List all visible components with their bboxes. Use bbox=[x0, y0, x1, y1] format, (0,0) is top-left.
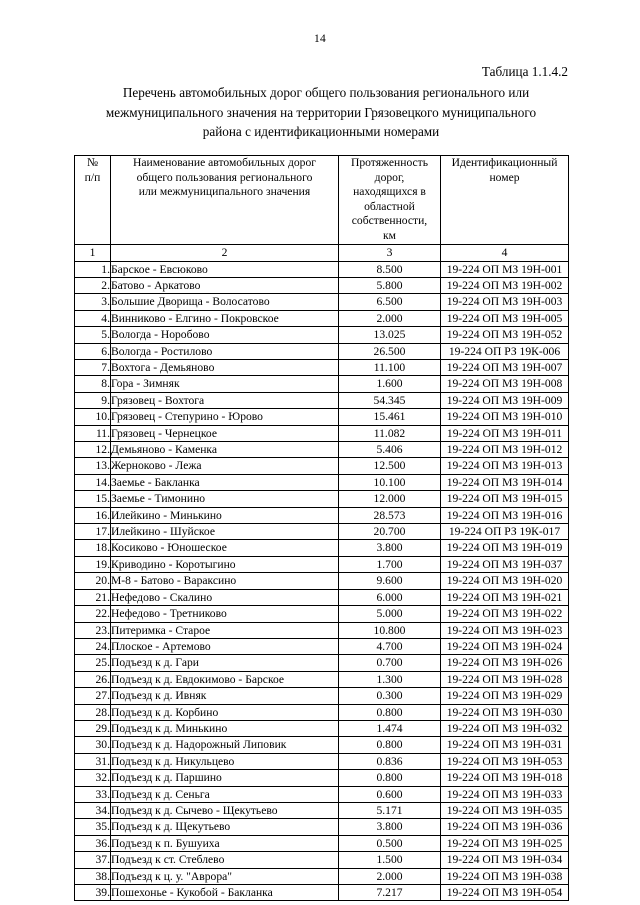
table-row bbox=[75, 524, 569, 540]
row-number: 34. bbox=[75, 802, 111, 818]
roads-table bbox=[74, 155, 569, 901]
row-number: 36. bbox=[75, 835, 111, 851]
road-length-km: 11.100 bbox=[339, 360, 441, 376]
road-identifier: 19-224 ОП МЗ 19Н-021 bbox=[441, 589, 569, 605]
road-length-km: 0.800 bbox=[339, 770, 441, 786]
road-identifier: 19-224 ОП МЗ 19Н-037 bbox=[441, 556, 569, 572]
road-name: Илейкино - Шуйское bbox=[111, 524, 339, 540]
table-row bbox=[75, 638, 569, 654]
road-length-km: 3.800 bbox=[339, 540, 441, 556]
road-name: Подъезд к д. Минькино bbox=[111, 720, 339, 736]
road-name: Вологда - Норобово bbox=[111, 327, 339, 343]
column-number-row bbox=[75, 244, 569, 261]
title-line-2: межмуниципального значения на территории Грязовецкого муниципального bbox=[105, 104, 537, 120]
road-identifier: 19-224 ОП МЗ 19Н-034 bbox=[441, 852, 569, 868]
road-identifier: 19-224 ОП МЗ 19Н-007 bbox=[441, 360, 569, 376]
road-name: Заемье - Тимонино bbox=[111, 491, 339, 507]
road-identifier: 19-224 ОП МЗ 19Н-053 bbox=[441, 753, 569, 769]
road-identifier: 19-224 ОП МЗ 19Н-014 bbox=[441, 474, 569, 490]
table-row bbox=[75, 622, 569, 638]
road-length-km: 1.474 bbox=[339, 720, 441, 736]
road-identifier: 19-224 ОП МЗ 19Н-029 bbox=[441, 688, 569, 704]
table-row bbox=[75, 852, 569, 868]
road-length-km: 5.000 bbox=[339, 606, 441, 622]
table-row bbox=[75, 261, 569, 277]
road-name: Подъезд к д. Сеньга bbox=[111, 786, 339, 802]
row-number: 17. bbox=[75, 524, 111, 540]
row-number: 31. bbox=[75, 753, 111, 769]
row-number: 22. bbox=[75, 606, 111, 622]
road-name: Вохтога - Демьяново bbox=[111, 360, 339, 376]
road-length-km: 26.500 bbox=[339, 343, 441, 359]
row-number: 2. bbox=[75, 277, 111, 293]
road-length-km: 0.800 bbox=[339, 737, 441, 753]
row-number: 16. bbox=[75, 507, 111, 523]
road-length-km: 12.000 bbox=[339, 491, 441, 507]
column-header-number bbox=[75, 156, 111, 245]
column-number-3: 3 bbox=[339, 244, 441, 261]
column-header-number-line-2: п/п bbox=[84, 170, 101, 184]
road-name: Подъезд к ст. Стеблево bbox=[111, 852, 339, 868]
road-name: М-8 - Батово - Вараксино bbox=[111, 573, 339, 589]
road-name: Заемье - Бакланка bbox=[111, 474, 339, 490]
row-number: 24. bbox=[75, 638, 111, 654]
row-number: 28. bbox=[75, 704, 111, 720]
table-header-row bbox=[75, 156, 569, 245]
road-length-km: 0.800 bbox=[339, 704, 441, 720]
road-identifier: 19-224 ОП РЗ 19К-017 bbox=[441, 524, 569, 540]
table-row bbox=[75, 802, 569, 818]
table-caption: Таблица 1.1.4.2 bbox=[481, 64, 568, 79]
road-name: Батово - Аркатово bbox=[111, 277, 339, 293]
road-length-km: 11.082 bbox=[339, 425, 441, 441]
road-name: Гора - Зимняк bbox=[111, 376, 339, 392]
row-number: 23. bbox=[75, 622, 111, 638]
column-header-length-line-1: Протяженность bbox=[350, 156, 429, 169]
column-header-identifier bbox=[441, 156, 569, 245]
road-name: Подъезд к п. Бушуиха bbox=[111, 835, 339, 851]
road-identifier: 19-224 ОП МЗ 19Н-008 bbox=[441, 376, 569, 392]
road-identifier: 19-224 ОП МЗ 19Н-030 bbox=[441, 704, 569, 720]
table-row bbox=[75, 655, 569, 671]
column-header-name-line-1: Наименование автомобильных дорог bbox=[133, 156, 316, 169]
road-identifier: 19-224 ОП МЗ 19Н-011 bbox=[441, 425, 569, 441]
road-length-km: 2.000 bbox=[339, 310, 441, 326]
road-length-km: 0.600 bbox=[339, 786, 441, 802]
table-row bbox=[75, 868, 569, 884]
table-row bbox=[75, 310, 569, 326]
table-row bbox=[75, 392, 569, 408]
row-number: 27. bbox=[75, 688, 111, 704]
table-row bbox=[75, 442, 569, 458]
road-identifier: 19-224 ОП МЗ 19Н-054 bbox=[441, 885, 569, 901]
road-length-km: 0.300 bbox=[339, 688, 441, 704]
row-number: 7. bbox=[75, 360, 111, 376]
row-number: 39. bbox=[75, 885, 111, 901]
road-name: Грязовец - Чернецкое bbox=[111, 425, 339, 441]
table-row bbox=[75, 671, 569, 687]
road-length-km: 6.500 bbox=[339, 294, 441, 310]
road-length-km: 54.345 bbox=[339, 392, 441, 408]
table-row bbox=[75, 720, 569, 736]
row-number: 37. bbox=[75, 852, 111, 868]
row-number: 8. bbox=[75, 376, 111, 392]
road-length-km: 3.800 bbox=[339, 819, 441, 835]
table-row bbox=[75, 458, 569, 474]
table-row bbox=[75, 835, 569, 851]
row-number: 38. bbox=[75, 868, 111, 884]
table-row bbox=[75, 606, 569, 622]
road-length-km: 1.300 bbox=[339, 671, 441, 687]
road-length-km: 1.700 bbox=[339, 556, 441, 572]
road-name: Подъезд к д. Паршино bbox=[111, 770, 339, 786]
road-length-km: 7.217 bbox=[339, 885, 441, 901]
row-number: 33. bbox=[75, 786, 111, 802]
column-header-number-line-1: № bbox=[86, 156, 99, 169]
table-row bbox=[75, 688, 569, 704]
table-body bbox=[75, 261, 569, 901]
road-length-km: 1.500 bbox=[339, 852, 441, 868]
road-name: Нефедово - Третниково bbox=[111, 606, 339, 622]
column-header-name-line-3: или межмуниципального значения bbox=[138, 185, 311, 199]
row-number: 15. bbox=[75, 491, 111, 507]
road-name: Вологда - Ростилово bbox=[111, 343, 339, 359]
road-name: Подъезд к ц. у. "Аврора" bbox=[111, 868, 339, 884]
table-row bbox=[75, 786, 569, 802]
road-name: Плоское - Артемово bbox=[111, 638, 339, 654]
row-number: 12. bbox=[75, 442, 111, 458]
road-identifier: 19-224 ОП МЗ 19Н-003 bbox=[441, 294, 569, 310]
row-number: 30. bbox=[75, 737, 111, 753]
road-identifier: 19-224 ОП МЗ 19Н-005 bbox=[441, 310, 569, 326]
table-row bbox=[75, 885, 569, 901]
column-number-4: 4 bbox=[441, 244, 569, 261]
row-number: 29. bbox=[75, 720, 111, 736]
road-length-km: 8.500 bbox=[339, 261, 441, 277]
road-identifier: 19-224 ОП МЗ 19Н-020 bbox=[441, 573, 569, 589]
road-length-km: 12.500 bbox=[339, 458, 441, 474]
road-name: Подъезд к д. Щекутьево bbox=[111, 819, 339, 835]
road-length-km: 4.700 bbox=[339, 638, 441, 654]
road-length-km: 13.025 bbox=[339, 327, 441, 343]
table-row bbox=[75, 343, 569, 359]
road-identifier: 19-224 ОП МЗ 19Н-009 bbox=[441, 392, 569, 408]
row-number: 13. bbox=[75, 458, 111, 474]
road-name: Подъезд к д. Сычево - Щекутьево bbox=[111, 802, 339, 818]
table-row bbox=[75, 540, 569, 556]
road-name: Большие Дворища - Волосатово bbox=[111, 294, 339, 310]
column-header-length bbox=[339, 156, 441, 245]
road-length-km: 15.461 bbox=[339, 409, 441, 425]
road-name: Грязовец - Степурино - Юрово bbox=[111, 409, 339, 425]
row-number: 1. bbox=[75, 261, 111, 277]
road-name: Подъезд к д. Евдокимово - Барское bbox=[111, 671, 339, 687]
table-row bbox=[75, 704, 569, 720]
row-number: 6. bbox=[75, 343, 111, 359]
road-identifier: 19-224 ОП МЗ 19Н-036 bbox=[441, 819, 569, 835]
road-length-km: 5.171 bbox=[339, 802, 441, 818]
road-length-km: 0.836 bbox=[339, 753, 441, 769]
road-length-km: 10.800 bbox=[339, 622, 441, 638]
column-header-identifier-line-1: Идентификационный bbox=[451, 156, 558, 169]
road-length-km: 9.600 bbox=[339, 573, 441, 589]
road-identifier: 19-224 ОП МЗ 19Н-032 bbox=[441, 720, 569, 736]
table-row bbox=[75, 425, 569, 441]
road-length-km: 6.000 bbox=[339, 589, 441, 605]
table-row bbox=[75, 376, 569, 392]
row-number: 35. bbox=[75, 819, 111, 835]
road-identifier: 19-224 ОП МЗ 19Н-013 bbox=[441, 458, 569, 474]
column-header-length-line-2: дорог, bbox=[374, 170, 405, 184]
road-name: Илейкино - Минькино bbox=[111, 507, 339, 523]
table-row bbox=[75, 819, 569, 835]
row-number: 25. bbox=[75, 655, 111, 671]
table-row bbox=[75, 753, 569, 769]
road-name: Подъезд к д. Гари bbox=[111, 655, 339, 671]
table-row bbox=[75, 360, 569, 376]
road-name: Подъезд к д. Ивняк bbox=[111, 688, 339, 704]
row-number: 20. bbox=[75, 573, 111, 589]
road-identifier: 19-224 ОП МЗ 19Н-026 bbox=[441, 655, 569, 671]
table-row bbox=[75, 474, 569, 490]
road-name: Демьяново - Каменка bbox=[111, 442, 339, 458]
row-number: 14. bbox=[75, 474, 111, 490]
row-number: 10. bbox=[75, 409, 111, 425]
row-number: 19. bbox=[75, 556, 111, 572]
table-row bbox=[75, 491, 569, 507]
table-row bbox=[75, 277, 569, 293]
road-identifier: 19-224 ОП РЗ 19К-006 bbox=[441, 343, 569, 359]
column-header-name-line-2: общего пользования регионального bbox=[136, 170, 313, 184]
road-length-km: 28.573 bbox=[339, 507, 441, 523]
table-row bbox=[75, 294, 569, 310]
road-name: Подъезд к д. Корбино bbox=[111, 704, 339, 720]
road-name: Подъезд к д. Никульцево bbox=[111, 753, 339, 769]
road-name: Косиково - Юношеское bbox=[111, 540, 339, 556]
road-identifier: 19-224 ОП МЗ 19Н-018 bbox=[441, 770, 569, 786]
row-number: 11. bbox=[75, 425, 111, 441]
road-identifier: 19-224 ОП МЗ 19Н-015 bbox=[441, 491, 569, 507]
column-number-2: 2 bbox=[111, 244, 339, 261]
column-header-length-line-3: находящихся в bbox=[353, 185, 426, 199]
table-row bbox=[75, 507, 569, 523]
row-number: 4. bbox=[75, 310, 111, 326]
table-row bbox=[75, 327, 569, 343]
road-identifier: 19-224 ОП МЗ 19Н-033 bbox=[441, 786, 569, 802]
road-identifier: 19-224 ОП МЗ 19Н-052 bbox=[441, 327, 569, 343]
road-length-km: 0.700 bbox=[339, 655, 441, 671]
road-name: Нефедово - Скалино bbox=[111, 589, 339, 605]
table-row bbox=[75, 556, 569, 572]
row-number: 32. bbox=[75, 770, 111, 786]
row-number: 3. bbox=[75, 294, 111, 310]
road-length-km: 0.500 bbox=[339, 835, 441, 851]
road-name: Криводино - Коротыгино bbox=[111, 556, 339, 572]
page-title bbox=[74, 83, 568, 142]
page-number: 14 bbox=[314, 33, 326, 45]
row-number: 21. bbox=[75, 589, 111, 605]
road-identifier: 19-224 ОП МЗ 19Н-019 bbox=[441, 540, 569, 556]
row-number: 26. bbox=[75, 671, 111, 687]
title-line-1: Перечень автомобильных дорог общего пользования регионального или bbox=[122, 85, 530, 100]
table-row bbox=[75, 589, 569, 605]
row-number: 5. bbox=[75, 327, 111, 343]
column-header-identifier-line-2: номер bbox=[489, 170, 520, 184]
column-header-length-line-6: км bbox=[383, 228, 396, 242]
road-identifier: 19-224 ОП МЗ 19Н-035 bbox=[441, 802, 569, 818]
column-header-name bbox=[111, 156, 339, 245]
road-identifier: 19-224 ОП МЗ 19Н-031 bbox=[441, 737, 569, 753]
road-identifier: 19-224 ОП МЗ 19Н-016 bbox=[441, 507, 569, 523]
road-identifier: 19-224 ОП МЗ 19Н-012 bbox=[441, 442, 569, 458]
road-identifier: 19-224 ОП МЗ 19Н-028 bbox=[441, 671, 569, 687]
row-number: 9. bbox=[75, 392, 111, 408]
table-header bbox=[75, 156, 569, 262]
table-row bbox=[75, 770, 569, 786]
column-number-1: 1 bbox=[75, 244, 111, 261]
road-length-km: 20.700 bbox=[339, 524, 441, 540]
road-identifier: 19-224 ОП МЗ 19Н-022 bbox=[441, 606, 569, 622]
road-length-km: 10.100 bbox=[339, 474, 441, 490]
table-row bbox=[75, 409, 569, 425]
column-header-length-line-5: собственности, bbox=[351, 214, 428, 228]
road-name: Жерноково - Лежа bbox=[111, 458, 339, 474]
road-name: Пошехонье - Кукобой - Бакланка bbox=[111, 885, 339, 901]
title-line-3: района с идентификационными номерами bbox=[202, 124, 440, 139]
table-row bbox=[75, 573, 569, 589]
table-row bbox=[75, 737, 569, 753]
road-length-km: 5.800 bbox=[339, 277, 441, 293]
road-name: Питеримка - Старое bbox=[111, 622, 339, 638]
road-length-km: 5.406 bbox=[339, 442, 441, 458]
road-name: Винниково - Елгино - Покровское bbox=[111, 310, 339, 326]
road-identifier: 19-224 ОП МЗ 19Н-010 bbox=[441, 409, 569, 425]
road-length-km: 2.000 bbox=[339, 868, 441, 884]
road-name: Грязовец - Вохтога bbox=[111, 392, 339, 408]
column-header-length-line-4: областной bbox=[364, 199, 415, 213]
road-name: Барское - Евсюково bbox=[111, 261, 339, 277]
road-name: Подъезд к д. Надорожный Липовик bbox=[111, 737, 339, 753]
road-identifier: 19-224 ОП МЗ 19Н-002 bbox=[441, 277, 569, 293]
road-identifier: 19-224 ОП МЗ 19Н-025 bbox=[441, 835, 569, 851]
road-identifier: 19-224 ОП МЗ 19Н-024 bbox=[441, 638, 569, 654]
row-number: 18. bbox=[75, 540, 111, 556]
road-identifier: 19-224 ОП МЗ 19Н-023 bbox=[441, 622, 569, 638]
road-length-km: 1.600 bbox=[339, 376, 441, 392]
road-identifier: 19-224 ОП МЗ 19Н-001 bbox=[441, 261, 569, 277]
road-identifier: 19-224 ОП МЗ 19Н-038 bbox=[441, 868, 569, 884]
